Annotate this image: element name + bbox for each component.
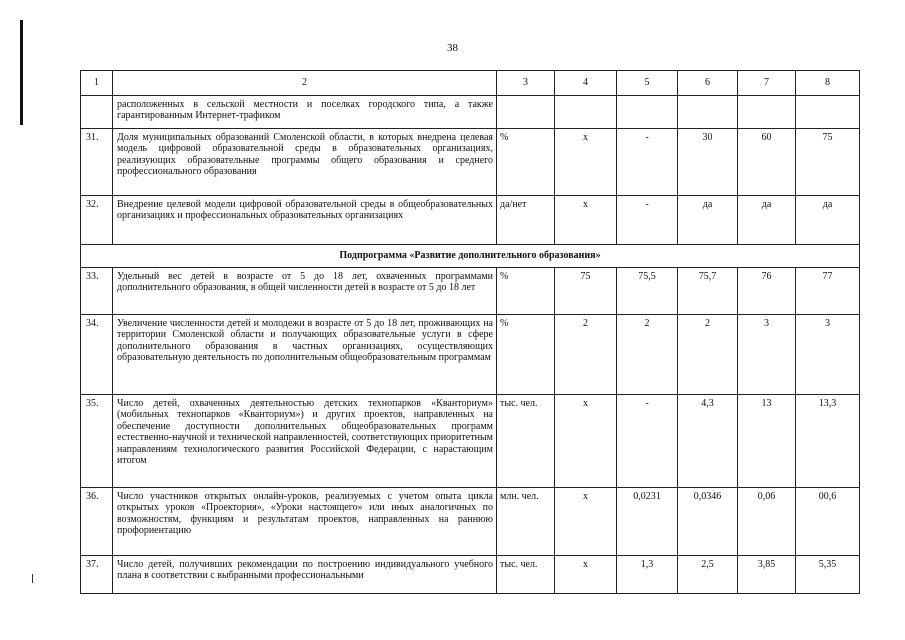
row-unit: % [497, 315, 555, 395]
col-header-4: 4 [555, 71, 617, 96]
value-col-8: 00,6 [796, 488, 860, 556]
value-col-5: - [617, 196, 678, 245]
row-number: 37. [81, 556, 113, 594]
value-col-7: 76 [738, 268, 796, 315]
row-unit: млн. чел. [497, 488, 555, 556]
table-row [81, 556, 860, 594]
value-col-6: 2,5 [678, 556, 738, 594]
col-header-7: 7 [738, 71, 796, 96]
row-unit: % [497, 268, 555, 315]
value-col-7: 3,85 [738, 556, 796, 594]
value-col-4: х [555, 488, 617, 556]
value-col-4: х [555, 129, 617, 196]
indicators-table [80, 70, 860, 594]
value-col-4: 75 [555, 268, 617, 315]
value-col-8: да [796, 196, 860, 245]
row-description: Доля муниципальных образований Смоленской области, в которых внедрена целевая модель цифровой образовательной среды в образовательных организациях, реализующих образовательные программы общего образования и среднего профессионального образования [113, 129, 497, 196]
row-description: расположенных в сельской местности и поселках городского типа, а также гарантированным Интернет-трафиком [113, 96, 497, 129]
scan-edge-mark [20, 20, 23, 125]
row-description: Число детей, получивших рекомендации по построению индивидуального учебного плана в соответствии с выбранными профессиональными [113, 556, 497, 594]
table-row [81, 395, 860, 488]
row-number: 36. [81, 488, 113, 556]
value-col-6: 75,7 [678, 268, 738, 315]
row-number: 31. [81, 129, 113, 196]
row-description: Число участников открытых онлайн-уроков, реализуемых с учетом опыта цикла открытых уроков «Проектория», «Уроки настоящего» или иных аналогичных по возможностям, функциям и результатам проектов, направленных на раннюю профориентацию [113, 488, 497, 556]
page-number: 38 [447, 42, 458, 54]
row-number: 35. [81, 395, 113, 488]
value-col-6: 2 [678, 315, 738, 395]
table-row [81, 488, 860, 556]
value-col-5: 1,3 [617, 556, 678, 594]
value-col-4: х [555, 556, 617, 594]
col-header-3: 3 [497, 71, 555, 96]
value-col-5: 0,0231 [617, 488, 678, 556]
value-col-8: 13,3 [796, 395, 860, 488]
col-header-8: 8 [796, 71, 860, 96]
value-col-6: 4,3 [678, 395, 738, 488]
value-col-8: 75 [796, 129, 860, 196]
value-col-7: 60 [738, 129, 796, 196]
table-row [81, 129, 860, 196]
row-description: Удельный вес детей в возрасте от 5 до 18 лет, охваченных программами дополнительного образования, в общей численности детей в возрасте от 5 до 18 лет [113, 268, 497, 315]
table-row [81, 315, 860, 395]
value-col-4: х [555, 196, 617, 245]
value-col-4: 2 [555, 315, 617, 395]
value-col-6: 0,0346 [678, 488, 738, 556]
value-col-8: 77 [796, 268, 860, 315]
row-number: 34. [81, 315, 113, 395]
row-description: Внедрение целевой модели цифровой образовательной среды в общеобразовательных организациях и профессиональных образовательных организациях [113, 196, 497, 245]
column-number-row [81, 71, 860, 96]
subprogram-header-row [81, 245, 860, 268]
value-col-7: 13 [738, 395, 796, 488]
value-col-5: - [617, 395, 678, 488]
value-col-7: 3 [738, 315, 796, 395]
value-col-5: 2 [617, 315, 678, 395]
table-row [81, 268, 860, 315]
value-col-8: 5,35 [796, 556, 860, 594]
row-number [81, 96, 113, 129]
col-header-1: 1 [81, 71, 113, 96]
value-col-7: да [738, 196, 796, 245]
row-description: Увеличение численности детей и молодежи в возрасте от 5 до 18 лет, проживающих на территории Смоленской области и получающих образовательные услуги в сфере дополнительного образования в частных организациях, осуществляющих образовательную деятельность по дополнительным общеобразовательным программам [113, 315, 497, 395]
col-header-2: 2 [113, 71, 497, 96]
value-col-6: да [678, 196, 738, 245]
row-description: Число детей, охваченных деятельностью детских технопарков «Кванториум» (мобильных технопарков «Кванториум») и других проектов, направленных на обеспечение доступности дополнительных общеобразовательных программ естественно-научной и технической направленностей, соответствующих приоритетным направлениям технологического развития Российской Федерации, с нарастающим итогом [113, 395, 497, 488]
row-unit: да/нет [497, 196, 555, 245]
row-unit: тыс. чел. [497, 395, 555, 488]
table-row [81, 96, 860, 129]
value-col-7: 0,06 [738, 488, 796, 556]
col-header-6: 6 [678, 71, 738, 96]
scan-tick-mark [32, 574, 33, 583]
row-number: 32. [81, 196, 113, 245]
value-col-5: - [617, 129, 678, 196]
row-unit: тыс. чел. [497, 556, 555, 594]
value-col-6: 30 [678, 129, 738, 196]
value-col-4: х [555, 395, 617, 488]
col-header-5: 5 [617, 71, 678, 96]
subprogram-title: Подпрограмма «Развитие дополнительного образования» [81, 245, 860, 268]
table-row [81, 196, 860, 245]
value-col-8: 3 [796, 315, 860, 395]
value-col-5: 75,5 [617, 268, 678, 315]
row-unit: % [497, 129, 555, 196]
row-number: 33. [81, 268, 113, 315]
